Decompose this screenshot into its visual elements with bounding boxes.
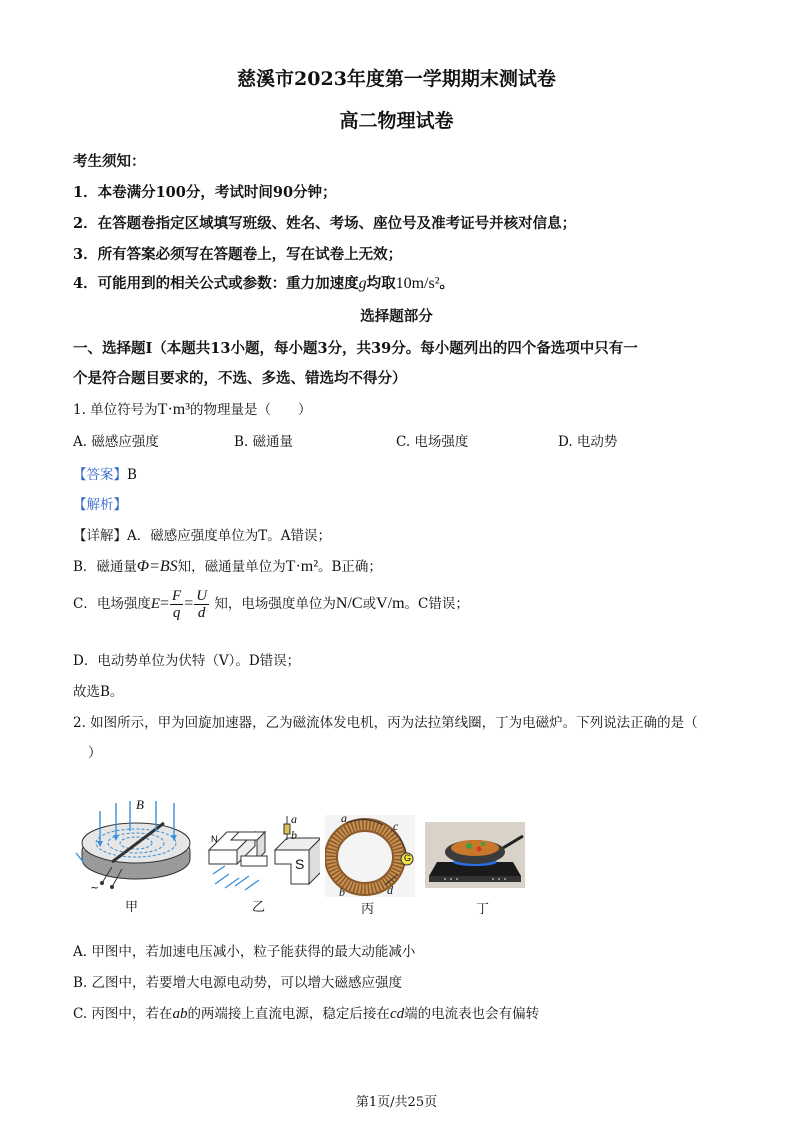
svg-text:N: N xyxy=(211,834,218,844)
figure-label-yi: 乙 xyxy=(252,900,266,915)
notice-item: 1．本卷满分100分，考试时间90分钟； xyxy=(73,184,337,201)
page-number: 第1页/共25页 xyxy=(355,1095,438,1110)
q2-option-b: B. 乙图中，若要增大电源电动势，可以增大磁感应强度 xyxy=(73,975,403,991)
q2-option-c: C. 丙图中，若在ab的两端接上直流电源，稳定后接在cd端的电流表也会有偏转 xyxy=(73,1006,540,1022)
magnet-pole-s: S xyxy=(295,856,305,872)
q1-option-d: D. 电动势 xyxy=(558,434,618,450)
q2-stem-end: ） xyxy=(88,745,102,761)
notice-item: 3．所有答案必须写在答题卷上，写在试卷上无效； xyxy=(73,246,403,263)
section-title: 选择题部分 xyxy=(360,308,433,325)
notice-heading: 考生须知： xyxy=(73,153,146,170)
q2-stem: 2. 如图所示，甲为回旋加速器，乙为磁流体发电机，丙为法拉第线圈，丁为电磁炉。下列说法正确的是（ xyxy=(73,715,698,731)
terminal-label-c: c xyxy=(393,819,399,833)
q1-stem: 1. 单位符号为T·m³的物理量是（ ） xyxy=(73,401,312,418)
figure-induction-cooker xyxy=(425,822,525,888)
figure-mhd-generator xyxy=(205,810,320,892)
figure-label-bing: 丙 xyxy=(361,902,375,917)
figure-faraday-coil xyxy=(325,811,415,899)
field-label-b: B xyxy=(136,797,144,812)
part-description: 个是符合题目要求的，不选、多选、错选均不得分） xyxy=(73,370,407,387)
q1-detail-b: B．磁通量Φ=BS知，磁通量单位为T·m²。B正确； xyxy=(73,558,382,575)
exam-title: 慈溪市2023年度第一学期期末测试卷 xyxy=(237,68,556,90)
q1-detail-d: D．电动势单位为伏特（V）。D错误； xyxy=(73,653,301,669)
q2-option-a: A. 甲图中，若加速电压减小，粒子能获得的最大动能减小 xyxy=(73,944,416,960)
terminal-label-b: b xyxy=(291,828,297,842)
figure-label-jia: 甲 xyxy=(125,900,139,915)
q1-answer: 【答案】B xyxy=(73,467,137,483)
galvanometer-label: G xyxy=(404,853,412,863)
q1-detail-c: C．电场强度E= $\frac{F}{q}$ = $\frac{U}{d}$ 知，电场强度单位为N/C或V/m。C错误； xyxy=(73,588,469,621)
terminal-label-a: a xyxy=(341,811,347,825)
q1-detail-a: 【详解】A．磁感应强度单位为T。A错误； xyxy=(73,528,332,544)
part-description: 一、选择题Ⅰ（本题共13小题，每小题3分，共39分。每小题列出的四个备选项中只有一 xyxy=(73,340,638,357)
q1-analysis-label: 【解析】 xyxy=(73,497,127,513)
fraction-f-over-q: $\frac{F}{q}$ xyxy=(172,588,182,621)
exam-subtitle: 高二物理试卷 xyxy=(339,110,454,132)
q1-option-a: A. 磁感应强度 xyxy=(73,434,159,450)
figure-label-ding: 丁 xyxy=(476,902,490,917)
notice-item: 2．在答题卷指定区域填写班级、姓名、考场、座位号及准考证号并核对信息； xyxy=(73,215,577,232)
ac-symbol: ~ xyxy=(90,881,100,894)
fraction-u-over-d: $\frac{U}{d}$ xyxy=(196,588,208,621)
terminal-label-b: b xyxy=(339,885,345,899)
notice-item-4: 4．可能用到的相关公式或参数：重力加速度g均取10m/s²。 xyxy=(73,275,455,292)
q1-option-b: B. 磁通量 xyxy=(234,434,294,450)
figure-cyclotron xyxy=(72,795,196,895)
q1-option-c: C. 电场强度 xyxy=(396,434,469,450)
q1-conclusion: 故选B。 xyxy=(73,684,124,700)
terminal-label-a: a xyxy=(291,812,297,826)
terminal-label-d: d xyxy=(387,883,393,897)
